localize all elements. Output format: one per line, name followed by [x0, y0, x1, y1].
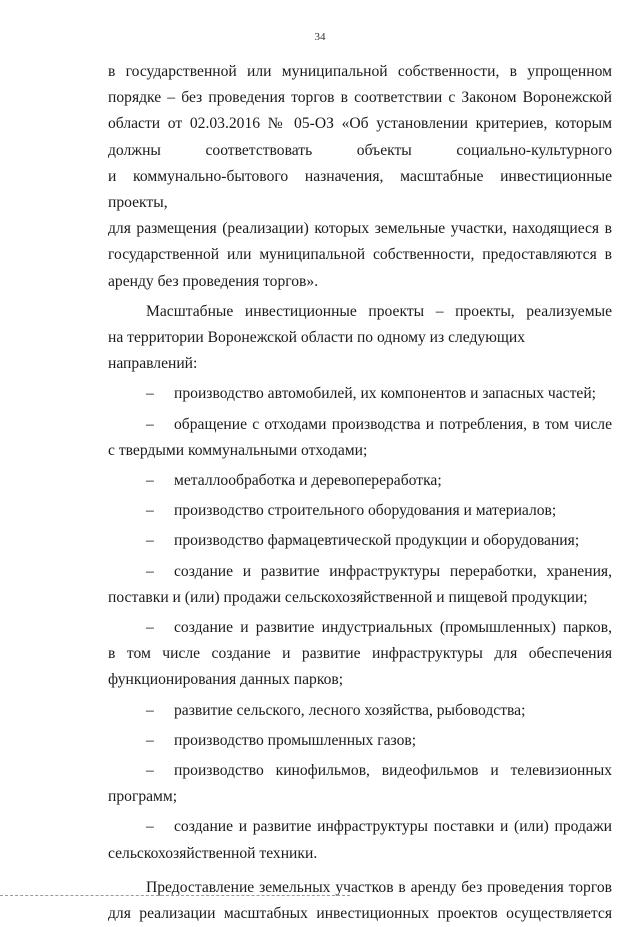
list-dash: – — [146, 472, 154, 490]
intro-line: порядке – без проведения торгов в соответствии с Законом Воронежской — [108, 89, 612, 107]
list-dash: – — [146, 818, 154, 836]
list-item — [108, 412, 612, 438]
list-dash: – — [146, 415, 154, 433]
list-item-text: обращение с отходами производства и потребления, в том числе — [174, 415, 612, 433]
intro-line: для размещения (реализации) которых земельные участки, находящиеся в — [108, 220, 612, 238]
list-item-continuation: в том числе создание и развитие инфраструктуры для обеспечения — [108, 645, 612, 663]
list-item — [108, 814, 612, 840]
list-item — [108, 468, 612, 494]
document-body — [108, 59, 612, 927]
list-item-continuation: функционирования данных парков; — [108, 671, 344, 689]
list-item — [108, 615, 612, 641]
projects-paragraph-line: Масштабные инвестиционные проекты – проекты, реализуемые — [146, 302, 612, 320]
list-item-text: производство фармацевтической продукции и оборудования; — [174, 532, 580, 550]
list-item — [108, 698, 612, 724]
list-item-text: металлообработка и деревопереработка; — [174, 472, 442, 490]
list-dash: – — [146, 532, 154, 550]
list-item — [108, 758, 612, 784]
list-dash: – — [146, 762, 154, 780]
scan-edge-line — [0, 895, 350, 896]
list-dash: – — [146, 731, 154, 749]
list-item — [108, 559, 612, 585]
list-item-text: производство строительного оборудования и материалов; — [174, 502, 557, 520]
list-item-continuation: с твердыми коммунальными отходами; — [108, 441, 368, 459]
intro-line: государственной или муниципальной собственности, предоставляются в — [108, 246, 612, 264]
list-dash: – — [146, 562, 154, 580]
list-item-text: создание и развитие инфраструктуры переработки, хранения, — [174, 562, 612, 580]
page-number: 34 — [314, 31, 326, 43]
list-dash: – — [146, 701, 154, 719]
intro-line: аренду без проведения торгов». — [108, 272, 319, 290]
list-item-text: развитие сельского, лесного хозяйства, рыбоводства; — [174, 701, 526, 719]
list-item-text: производство кинофильмов, видеофильмов и телевизионных — [174, 762, 612, 780]
list-item-text: создание и развитие индустриальных (промышленных) парков, — [174, 619, 612, 637]
projects-paragraph-line: на территории Воронежской области по одному из следующих направлений: — [108, 329, 526, 373]
list-item-text: производство автомобилей, их компонентов и запасных частей; — [174, 385, 596, 403]
list-item-continuation: сельскохозяйственной техники. — [108, 844, 318, 862]
list-item — [108, 381, 612, 407]
list-item — [108, 498, 612, 524]
list-item-text: создание и развитие инфраструктуры поставки и (или) продажи — [174, 818, 612, 836]
list-dash: – — [146, 502, 154, 520]
intro-line: области от 02.03.2016 № 05-ОЗ «Об установлении критериев, которым — [108, 115, 612, 133]
final-paragraph-line: Предоставление земельных участков в аренду без проведения торгов — [146, 878, 612, 896]
list-item — [108, 528, 612, 554]
intro-line: и коммунально-бытового назначения, масштабные инвестиционные проекты, — [108, 167, 612, 212]
list-item-text: производство промышленных газов; — [174, 731, 417, 749]
list-item-continuation: поставки и (или) продажи сельскохозяйственной и пищевой продукции; — [108, 588, 588, 606]
intro-line: в государственной или муниципальной собственности, в упрощенном — [108, 63, 612, 80]
list-item — [108, 728, 612, 754]
list-dash: – — [146, 619, 154, 637]
list-item-continuation: программ; — [108, 788, 178, 806]
intro-line: должны соответствовать объекты социально-культурного — [108, 141, 612, 159]
list-dash: – — [146, 385, 154, 403]
final-paragraph-line: для реализации масштабных инвестиционных проектов осуществляется — [108, 905, 612, 923]
